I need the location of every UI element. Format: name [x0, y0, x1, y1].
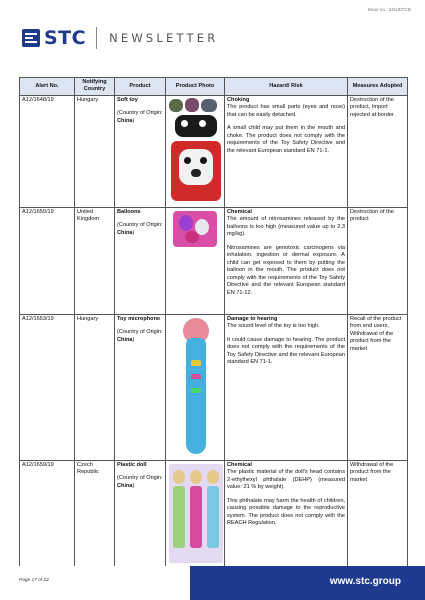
measures-adopted: Destruction of the product	[348, 207, 408, 314]
product-cell: Balloons (Country of Origin: China)	[115, 207, 166, 314]
brand-header	[22, 27, 218, 49]
notifying-country: Czech Republic	[75, 460, 115, 567]
notifying-country: Hungary	[75, 95, 115, 207]
product-photo	[166, 460, 225, 567]
col-product: Product	[115, 78, 166, 96]
brand-name: STC	[44, 27, 87, 49]
hazard-title: Chemical	[227, 208, 252, 215]
hazard-cell: Chemical The plastic material of the doll's head contains 2-ethylhexyl phthalate (DEHP) (measured value: 21 % by weight). This phthalate may harm the health of children, causing possible damage to the reproductive system. The product does not comply with the REACH Regulation.	[225, 460, 348, 567]
alert-number: A12/1648/19	[20, 95, 75, 207]
product-name: Plastic doll	[117, 461, 147, 468]
alerts-table	[19, 77, 408, 568]
measures-adopted: Recall of the product from end users, Withdrawal of the product from the market	[348, 314, 408, 460]
col-hazard-risk: Hazard/ Risk	[225, 78, 348, 96]
table-row	[20, 207, 408, 314]
product-name: Toy microphone	[117, 315, 161, 322]
product-photo	[166, 95, 225, 207]
page-number: Page 17 of 22	[19, 578, 49, 583]
product-name: Balloons	[117, 208, 141, 215]
table-row	[20, 314, 408, 460]
hazard-cell: Chemical The amount of nitrosamines released by the balloons is too high (measured value up to 2.3 mg/kg). Nitrosamines are genotoxic carcinogens via inhalation, ingestion or dermal exposure. A child can get exposed to them by putting the balloon in the mouth. The product does not comply with the requirements of the Toy Safety Directive and the relevant European standard EN 71-12.	[225, 207, 348, 314]
hazard-cell: Choking The product has small parts (eyes and nose) that can be easily detached. A small child may put them in the mouth and choke. The product does not comply with the requirements of the Toy Safety Directive and the relevant European standard EN 71-1.	[225, 95, 348, 207]
measures-adopted: Withdrawal of the product from the market	[348, 460, 408, 567]
table-header-row	[20, 78, 408, 96]
stc-logo-icon	[22, 29, 40, 47]
newsletter-title: NEWSLETTER	[109, 31, 219, 45]
footer-page-area	[0, 566, 190, 600]
product-cell: Toy microphone (Country of Origin: China)	[115, 314, 166, 460]
header-divider	[96, 27, 97, 49]
col-alert-no: Alert No.	[20, 78, 75, 96]
alert-number: A12/1650/19	[20, 207, 75, 314]
hazard-title: Damage to hearing	[227, 315, 278, 322]
col-notifying-country: Notifying Country	[75, 78, 115, 96]
hazard-title: Choking	[227, 96, 250, 103]
plastic-doll-photo	[167, 462, 223, 565]
measures-adopted: Destruction of the product, Import rejected at border	[348, 95, 408, 207]
product-name: Soft toy	[117, 96, 138, 103]
footer-url-link[interactable]: www.stc.group	[329, 576, 401, 587]
product-photo	[166, 207, 225, 314]
hazard-title: Chemical	[227, 461, 252, 468]
table-row	[20, 460, 408, 567]
notifying-country: United Kingdom	[75, 207, 115, 314]
product-cell: Plastic doll (Country of Origin: China)	[115, 460, 166, 567]
col-measures-adopted: Measures Adopted	[348, 78, 408, 96]
table-row	[20, 95, 408, 207]
toy-microphone-photo	[167, 316, 223, 458]
balloons-photo	[167, 209, 223, 249]
product-photo	[166, 314, 225, 460]
issue-number: Issue no.: 22/19/TCD	[367, 7, 411, 12]
col-product-photo: Product Photo	[166, 78, 225, 96]
soft-toy-photo	[167, 97, 223, 205]
hazard-cell: Damage to hearing The sound level of the toy is too high. It could cause damage to hearing. The product does not comply with the requirements of the Toy Safety Directive and the relevant European standard EN 71-1.	[225, 314, 348, 460]
alert-number: A12/1659/19	[20, 460, 75, 567]
product-cell: Soft toy (Country of Origin: China)	[115, 95, 166, 207]
notifying-country: Hungary	[75, 314, 115, 460]
alert-number: A12/1653/19	[20, 314, 75, 460]
